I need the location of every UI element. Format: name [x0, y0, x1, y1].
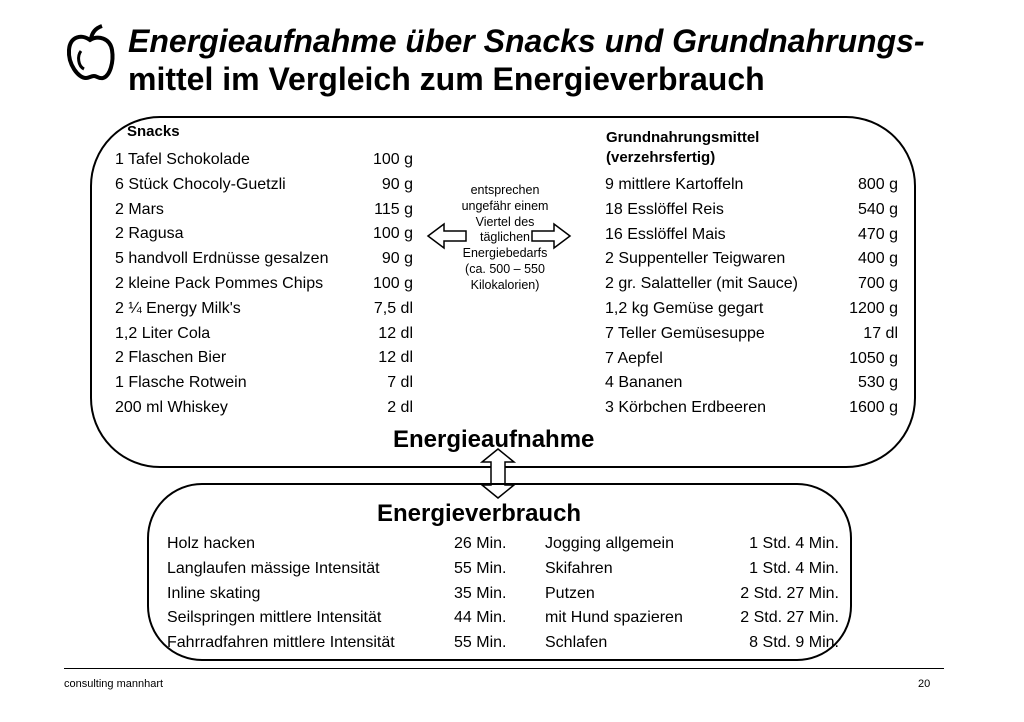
list-item: 200 ml Whiskey 2 dl — [115, 398, 413, 416]
equivalence-note: entsprechen ungefähr einem Viertel des täglichen Energiebedarfs (ca. 500 – 550 Kilokalorien) — [461, 183, 549, 292]
list-item: 9 mittlere Kartoffeln 800 g — [605, 176, 898, 193]
list-item: 2 kleine Pack Pommes Chips 100 g — [115, 274, 413, 292]
left-arrow-icon — [428, 224, 466, 248]
list-item: mit Hund spazieren 2 Std. 27 Min. — [545, 609, 839, 627]
list-item: 2 gr. Salatteller (mit Sauce) 700 g — [605, 275, 898, 293]
list-item: 6 Stück Chocoly-Guetzli 90 g — [115, 175, 413, 193]
list-item: 2 Ragusa 100 g — [115, 225, 413, 243]
list-item: Fahrradfahren mittlere Intensität 55 Min. — [167, 634, 507, 652]
list-item: 16 Esslöffel Mais 470 g — [605, 225, 898, 243]
snacks-header: Snacks — [127, 123, 180, 140]
list-item: Holz hacken 26 Min. — [167, 535, 507, 552]
list-item: 2 ¼ Energy Milk's 7,5 dl — [115, 299, 413, 317]
staples-header: Grundnahrungsmittel (verzehrsfertig) — [606, 129, 760, 166]
list-item: 1 Flasche Rotwein 7 dl — [115, 374, 413, 392]
list-item: Jogging allgemein 1 Std. 4 Min. — [545, 535, 839, 552]
list-item: Skifahren 1 Std. 4 Min. — [545, 559, 839, 577]
list-item: 2 Mars 115 g — [115, 200, 413, 218]
list-item: 3 Körbchen Erdbeeren 1600 g — [605, 399, 898, 417]
page-number: 20 — [918, 678, 931, 690]
list-item: 4 Bananen 530 g — [605, 374, 898, 392]
list-item: 2 Suppenteller Teigwaren 400 g — [605, 250, 898, 268]
activities-left-list — [167, 532, 520, 656]
right-arrow-icon — [532, 224, 570, 248]
list-item: 7 Teller Gemüsesuppe 17 dl — [605, 324, 898, 342]
title-line-2: mittel im Vergleich zum Energieverbrauch — [128, 61, 765, 97]
expenditure-label: Energieverbrauch — [377, 500, 582, 527]
list-item: 1,2 Liter Cola 12 dl — [115, 324, 413, 342]
list-item: 7 Aepfel 1050 g — [605, 349, 898, 367]
list-item: Putzen 2 Std. 27 Min. — [545, 584, 839, 602]
footer-company: consulting mannhart — [64, 678, 164, 690]
intake-label: Energieaufnahme — [393, 426, 595, 453]
list-item: 5 handvoll Erdnüsse gesalzen 90 g — [115, 250, 413, 268]
list-item: 1 Tafel Schokolade 100 g — [115, 151, 413, 168]
footer-divider — [64, 668, 944, 669]
list-item: Schlafen 8 Std. 9 Min. — [545, 634, 839, 652]
list-item: 1,2 kg Gemüse gegart 1200 g — [605, 299, 898, 317]
activities-right-list — [545, 532, 839, 656]
list-item: Langlaufen mässige Intensität 55 Min. — [167, 559, 507, 577]
list-item: Inline skating 35 Min. — [167, 584, 507, 602]
list-item: Seilspringen mittlere Intensität 44 Min. — [167, 609, 507, 627]
title-line-1: Energieaufnahme über Snacks und Grundnahrungs- — [128, 23, 925, 59]
list-item: 18 Esslöffel Reis 540 g — [605, 200, 898, 218]
list-item: 2 Flaschen Bier 12 dl — [115, 349, 413, 367]
